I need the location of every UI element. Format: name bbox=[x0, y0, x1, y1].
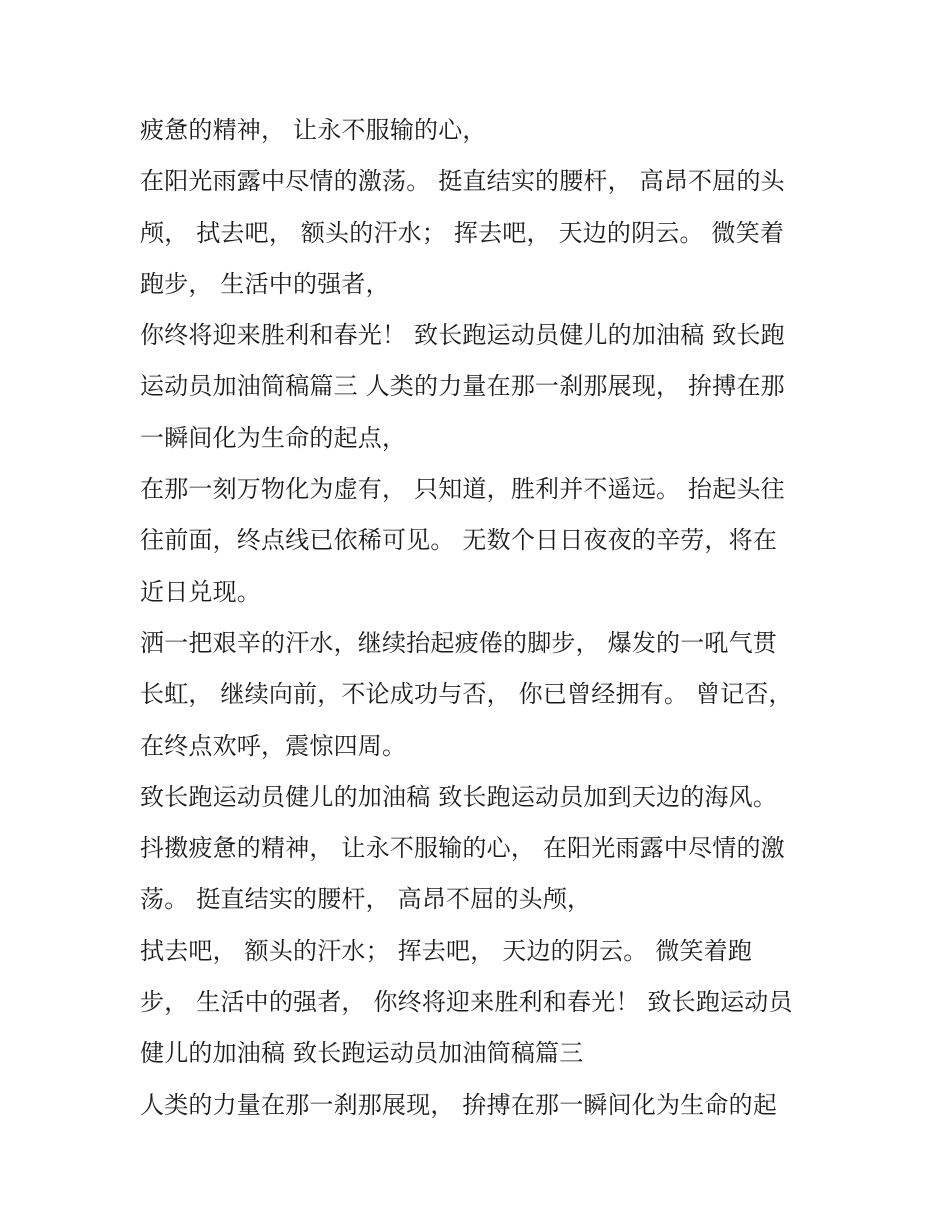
text-line: 运动员加油简稿篇三 人类的力量在那一刹那展现， 拚搏在那 bbox=[140, 372, 785, 401]
text-line: 拭去吧， 额头的汗水； 挥去吧， 天边的阴云。 微笑着跑 bbox=[140, 936, 753, 965]
text-line: 颅， 拭去吧， 额头的汗水； 挥去吧， 天边的阴云。 微笑着 bbox=[140, 218, 785, 247]
text-line: 在那一刻万物化为虚有， 只知道，胜利并不遥远。 抬起头往 bbox=[140, 475, 785, 504]
text-line: 疲惫的精神， 让永不服输的心， bbox=[140, 116, 487, 144]
text-line: 洒一把艰辛的汗水，继续抬起疲倦的脚步， 爆发的一吼气贯 bbox=[140, 628, 778, 657]
document-body bbox=[140, 105, 820, 1131]
text-line: 步， 生活中的强者， 你终将迎来胜利和春光！ 致长跑运动员 bbox=[140, 988, 793, 1017]
text-line: 在终点欢呼，震惊四周。 bbox=[140, 731, 407, 760]
text-line: 一瞬间化为生命的起点， bbox=[140, 423, 407, 452]
text-line: 抖擞疲惫的精神， 让永不服输的心， 在阳光雨露中尽情的激 bbox=[140, 834, 785, 863]
text-line: 致长跑运动员健儿的加油稿 致长跑运动员加到天边的海风。 bbox=[140, 782, 778, 811]
text-line: 健儿的加油稿 致长跑运动员加油简稿篇三 bbox=[140, 1039, 584, 1068]
text-line: 人类的力量在那一刹那展现， 拚搏在那一瞬间化为生命的起 bbox=[140, 1090, 778, 1119]
text-line: 近日兑现。 bbox=[140, 577, 261, 606]
text-line: 跑步， 生活中的强者， bbox=[140, 269, 390, 298]
text-line: 在阳光雨露中尽情的激荡。 挺直结实的腰杆， 高昂不屈的头 bbox=[140, 167, 785, 196]
text-line: 你终将迎来胜利和春光！ 致长跑运动员健儿的加油稿 致长跑 bbox=[140, 321, 785, 350]
text-line: 荡。 挺直结实的腰杆， 高昂不屈的头颅， bbox=[140, 885, 592, 914]
text-line: 往前面，终点线已依稀可见。 无数个日日夜夜的辛劳，将在 bbox=[140, 526, 778, 555]
text-line: 长虹， 继续向前，不论成功与否， 你已曾经拥有。 曾记否， bbox=[140, 680, 793, 709]
